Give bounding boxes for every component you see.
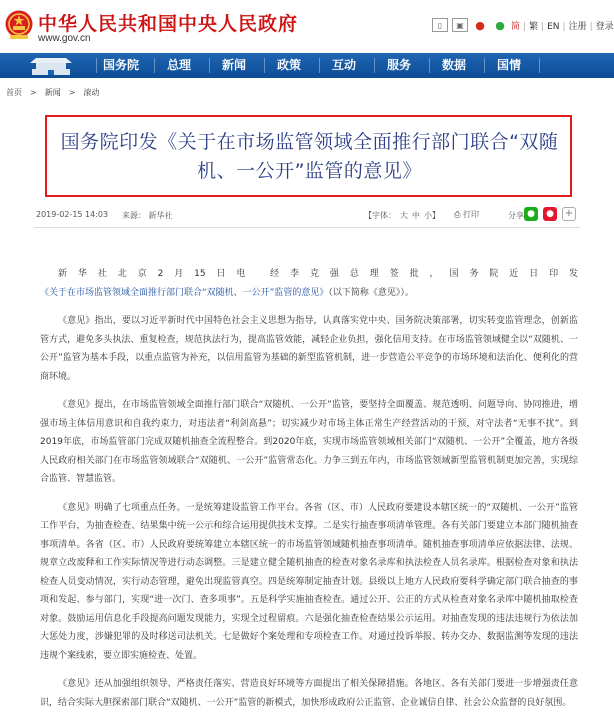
wechat-icon[interactable]: ● [495,18,505,32]
main-nav [0,53,614,78]
article-source: 来源： 新华社 [122,211,173,220]
login-link[interactable]: 登录 [595,22,614,32]
app-icon[interactable]: ▣ [452,18,468,32]
share-wechat-icon[interactable]: ● [524,207,538,221]
share-weibo-icon[interactable]: ● [543,207,557,221]
article-title: 国务院印发《关于在市场监管领域全面推行部门联合“双随机、一公开”监管的意见》 [60,131,559,182]
article-paragraph: 《意见》还从加强组织领导、严格责任落实、营造良好环境等方面提出了相关保障措施。各地区、各有关部门要进一步增强责任意识，结合实际大胆探索部门联合“双随机、一公开”监管的新模式，加快形成政府公正监管、企业诚信自律、社会公众监督的良好氛围。 [40,679,578,708]
font-size-close: 】 [432,211,440,220]
font-size-label: 【字体： [364,211,396,220]
breadcrumb-home[interactable]: 首页 [6,88,22,97]
national-emblem-icon[interactable] [4,9,34,41]
site-url: www.gov.cn [38,33,91,44]
article-paragraph: 《意见》指出，要以习近平新时代中国特色社会主义思想为指导，认真落实党中央、国务院决策部署，切实转变监管理念，创新监管方式，避免多头执法、重复检查，规范执法行为，提高监管效能，减轻企业负担，强化信用支持。在市场监管领域健全以“双随机、一公开”监管为基本手段，以重点监管为补充，以信用监管为基础的新型监管机制，进一步营造公平竞争的市场环境和法治化、便利化的营商环境。 [40,316,578,382]
article-body [40,265,578,722]
nav-item-state-council[interactable]: 国务院 [102,58,139,72]
nav-item-premier[interactable]: 总理 [166,58,191,72]
site-title[interactable]: 中华人民共和国中央人民政府 [38,13,299,35]
font-size-small[interactable]: 小 [424,211,432,220]
nav-item-national-profile[interactable]: 国情 [496,58,521,72]
breadcrumb-scrolling[interactable]: 滚动 [83,88,100,97]
article-paragraph [40,265,578,302]
breadcrumb: 首页 > 新闻 > 滚动 [6,88,100,97]
article-meta-bar [34,207,580,225]
nav-item-interaction[interactable]: 互动 [331,58,356,72]
nav-item-data[interactable]: 数据 [441,58,466,72]
lang-traditional-link[interactable]: 繁 [529,22,539,32]
article-paragraph: 《意见》提出，在市场监管领域全面推行部门联合“双随机、一公开”监管，要坚持全面覆盖、规范透明、问题导向、协同推进，增强市场主体信用意识和自我约束力，对违法者“利剑高悬”；切实减少对市场主体正常生产经营活动的干预，对守法者“无事不扰”。到2019年底，市场监管部门完成双随机抽查全流程整合。到2020年底，实现市场监管领域相关部门“双随机、一公开”全覆盖，地方各级人民政府相关部门在市场监管领域联合“双随机、一公开”监管常态化。力争三到五年内，市场监管领域新型监管机制更加完善，实现综合监管、智慧监管。 [40,400,578,484]
gate-icon[interactable] [18,53,84,78]
lang-english-link[interactable]: EN [547,22,560,32]
meta-divider [34,227,580,228]
top-links: 简 | 繁 | EN | 注册 | 登录 [511,22,614,32]
print-icon: ⎙ [454,210,461,219]
font-size-medium[interactable]: 中 [412,211,420,220]
nav-item-news[interactable]: 新闻 [221,58,246,72]
print-button[interactable] [454,209,479,220]
article-title-box [45,115,572,197]
share-more-icon[interactable]: + [562,207,576,221]
paragraph-text: （以下简称《意见》）。 [328,287,414,298]
nav-item-services[interactable]: 服务 [386,58,411,72]
article-paragraph: 《意见》明确了七项重点任务。一是统筹建设监管工作平台。各省（区、市）人民政府要建设本辖区统一的“双随机、一公开”监管工作平台，为抽查检查、结果集中统一公示和综合运用提供技术支撑。二是实行抽查事项清单管理。各有关部门要建立本部门随机抽查事项清单。各省（区、市）人民政府要统筹建立本辖区统一的市场监管领域随机抽查事项清单。随机抽查事项清单应依据法律、法规、规章立改废释和工作实际情况等进行动态调整。三是建立健全随机抽查的检查对象名录库和执法检查人员名录库。根据检查对象和执法检查人员变动情况，实行动态管理，避免出现监管真空。四是统筹制定抽查计划。县级以上地方人民政府要科学确定部门联合抽查的事项和发起、参与部门，实现“进一次门、查多项事”。五是科学实施抽查检查。通过公开、公正的方式从检查对象名录库中随机抽取检查对象。鼓励运用信息化手段提高问题发现能力，实现全过程留痕。六是强化抽查检查结果公示运用。对抽查发现的违法违规行为依法加大惩处力度，涉嫌犯罪的及时移送司法机关。七是做好个案处理和专项检查工作。对通过投诉举报、转办交办、数据监测等发现的违法违规个案线索，要立即实施检查、处置。 [40,502,578,661]
opinion-document-link[interactable]: 《关于在市场监管领域全面推行部门联合“双随机、一公开”监管的意见》 [40,287,329,298]
nav-item-policy[interactable]: 政策 [276,58,301,72]
breadcrumb-news[interactable]: 新闻 [44,88,61,97]
mobile-icon[interactable]: ▯ [432,18,448,32]
weibo-icon[interactable]: ● [475,18,485,32]
paragraph-text: 新华社北京2月15日电 经李克强总理签批，国务院近日印发 [58,269,578,279]
publish-date: 2019-02-15 14:03 [36,210,109,219]
social-links [432,18,508,32]
font-size-control [364,210,440,221]
lang-simplified-link[interactable]: 简 [511,22,521,32]
site-header [0,0,614,52]
share-label: 分享 [508,211,524,220]
register-link[interactable]: 注册 [568,22,587,32]
print-label: 打印 [462,210,479,219]
font-size-large[interactable]: 大 [400,211,408,220]
